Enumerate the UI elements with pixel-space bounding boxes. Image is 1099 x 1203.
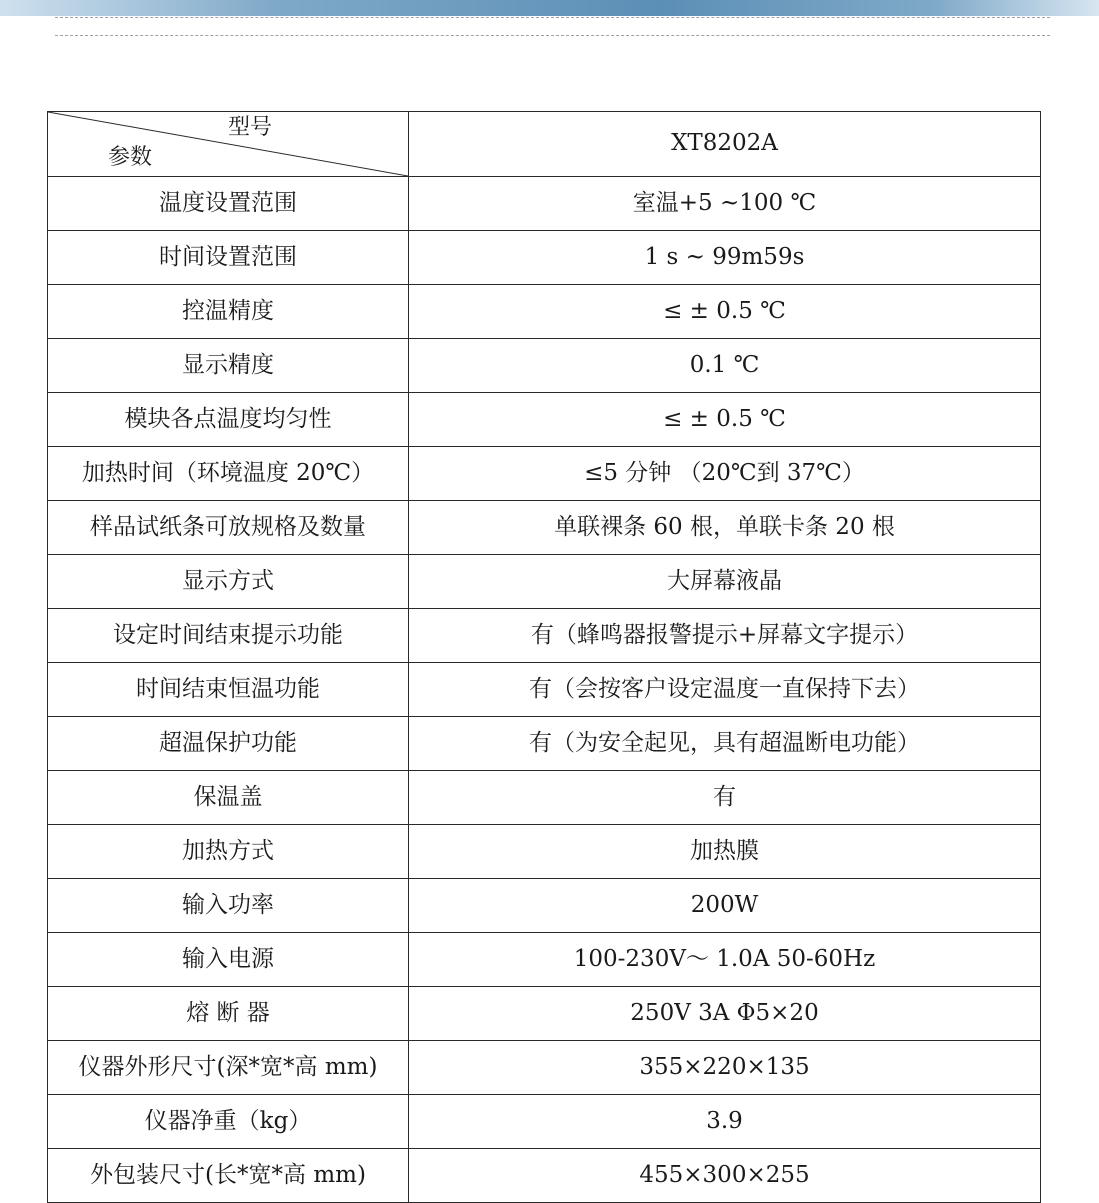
header-param-label: 参数	[108, 145, 153, 170]
param-value: 有（会按客户设定温度一直保持下去）	[409, 663, 1041, 717]
table-row	[48, 1095, 1041, 1149]
param-name: 设定时间结束提示功能	[48, 609, 409, 663]
table-row	[48, 663, 1041, 717]
param-name: 保温盖	[48, 771, 409, 825]
param-value: 室温+5 ~100 ℃	[409, 177, 1041, 231]
param-value: 0.1 ℃	[409, 339, 1041, 393]
param-name: 输入功率	[48, 879, 409, 933]
param-name: 输入电源	[48, 933, 409, 987]
param-value: 有	[409, 771, 1041, 825]
table-header-row	[48, 112, 1041, 177]
table-row	[48, 717, 1041, 771]
param-value: 单联裸条 60 根，单联卡条 20 根	[409, 501, 1041, 555]
param-name: 加热方式	[48, 825, 409, 879]
table-row	[48, 393, 1041, 447]
param-value: 200W	[409, 879, 1041, 933]
param-name: 时间结束恒温功能	[48, 663, 409, 717]
table-row	[48, 339, 1041, 393]
param-value: 大屏幕液晶	[409, 555, 1041, 609]
param-name: 熔 断 器	[48, 987, 409, 1041]
table-row	[48, 177, 1041, 231]
param-name: 加热时间（环境温度 20℃）	[48, 447, 409, 501]
diagonal-header-cell	[48, 112, 409, 177]
table-row	[48, 879, 1041, 933]
dashed-divider-top	[55, 17, 1050, 18]
param-value: 3.9	[409, 1095, 1041, 1149]
param-name: 时间设置范围	[48, 231, 409, 285]
param-value: 455×300×255	[409, 1149, 1041, 1203]
param-name: 模块各点温度均匀性	[48, 393, 409, 447]
param-value: 加热膜	[409, 825, 1041, 879]
param-name: 仪器净重（kg）	[48, 1095, 409, 1149]
param-value: 有（为安全起见，具有超温断电功能）	[409, 717, 1041, 771]
param-name: 超温保护功能	[48, 717, 409, 771]
table-row	[48, 555, 1041, 609]
param-value: ≤ ± 0.5 ℃	[409, 285, 1041, 339]
table-row	[48, 987, 1041, 1041]
param-value: 355×220×135	[409, 1041, 1041, 1095]
param-name: 样品试纸条可放规格及数量	[48, 501, 409, 555]
table-row	[48, 825, 1041, 879]
param-name: 显示方式	[48, 555, 409, 609]
param-value: ≤5 分钟 （20℃到 37℃）	[409, 447, 1041, 501]
param-value: 1 s ~ 99m59s	[409, 231, 1041, 285]
table-row	[48, 285, 1041, 339]
top-banner	[0, 0, 1099, 16]
param-name: 显示精度	[48, 339, 409, 393]
param-value: 100-230V～ 1.0A 50-60Hz	[409, 933, 1041, 987]
param-name: 控温精度	[48, 285, 409, 339]
header-model-label: 型号	[228, 115, 273, 140]
table-row	[48, 501, 1041, 555]
param-value: ≤ ± 0.5 ℃	[409, 393, 1041, 447]
param-name: 温度设置范围	[48, 177, 409, 231]
param-name: 仪器外形尺寸(深*宽*高 mm)	[48, 1041, 409, 1095]
model-name: XT8202A	[409, 112, 1041, 177]
param-value: 有（蜂鸣器报警提示+屏幕文字提示）	[409, 609, 1041, 663]
table-row	[48, 447, 1041, 501]
table-row	[48, 1041, 1041, 1095]
table-row	[48, 771, 1041, 825]
dashed-divider-bottom	[55, 35, 1050, 36]
table-row	[48, 933, 1041, 987]
table-row	[48, 609, 1041, 663]
table-row	[48, 231, 1041, 285]
spec-table	[47, 111, 1041, 1203]
param-name: 外包装尺寸(长*宽*高 mm)	[48, 1149, 409, 1203]
param-value: 250V 3A Φ5×20	[409, 987, 1041, 1041]
